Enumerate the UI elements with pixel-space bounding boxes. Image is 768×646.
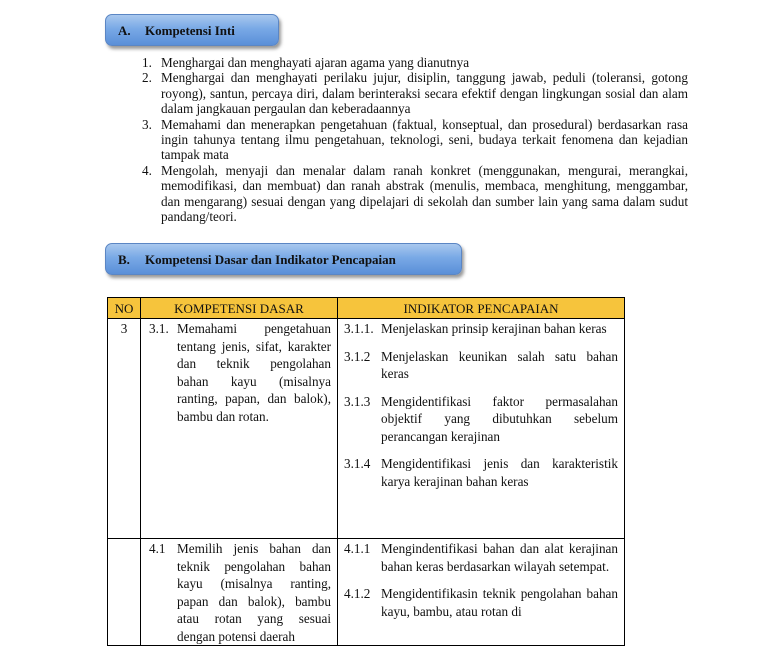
indicator-text: Mengindentifikasi bahan dan alat kerajinan bahan keras berdasarkan wilayah setempat.: [381, 541, 618, 574]
indicator-cell: [338, 319, 625, 539]
indicator-text: Mengidentifikasin teknik pengolahan bahan kayu, bambu, atau rotan di: [381, 586, 618, 619]
section-a-letter: A.: [118, 23, 131, 38]
list-item: [142, 70, 688, 117]
table-row: [108, 539, 625, 646]
list-item-text: Menghargai dan menghayati ajaran agama yang dianutnya: [161, 55, 470, 70]
kd-cell: [141, 539, 338, 646]
kompetensi-dasar-table: [107, 297, 625, 646]
section-b-title: Kompetensi Dasar dan Indikator Pencapaian: [145, 252, 396, 267]
indicator-code: 3.1.1.: [344, 321, 374, 336]
kd-code: 3.1.: [149, 321, 169, 336]
kd-item: [149, 540, 331, 645]
indicator-item: [344, 348, 618, 383]
list-item: [142, 55, 688, 70]
indicator-text: Menjelaskan keunikan salah satu bahan keras: [381, 348, 618, 381]
kompetensi-inti-list: [142, 55, 688, 225]
indicator-code: 3.1.2: [344, 348, 371, 364]
indicator-cell: [338, 539, 625, 646]
indicator-code: 4.1.2: [344, 586, 371, 601]
header-no: NO: [108, 298, 141, 319]
list-item: [142, 116, 688, 163]
indicator-code: 4.1.1: [344, 541, 371, 556]
section-b-letter: B.: [118, 252, 130, 267]
section-a-header: [105, 14, 279, 46]
section-a-title: Kompetensi Inti: [145, 23, 235, 38]
list-item-number: 4.: [142, 162, 152, 178]
indicator-item: [344, 585, 618, 620]
table-header-row: [108, 298, 625, 319]
list-item-number: 2.: [142, 70, 152, 86]
indicator-item: [344, 320, 618, 338]
indicator-code: 3.1.4: [344, 456, 371, 471]
list-item-number: 1.: [142, 55, 152, 70]
indicator-code: 3.1.3: [344, 393, 371, 409]
indicator-item: [344, 393, 618, 446]
table-row: [108, 319, 625, 539]
indicator-item: [344, 455, 618, 490]
kd-cell: [141, 319, 338, 539]
kd-text: Memahami pengetahuan tentang jenis, sifat, karakter dan teknik pengolahan bahan kayu (misalnya ranting, papan, dan balok), bambu dan rotan.: [177, 321, 331, 424]
row-number: 3: [108, 319, 141, 539]
kd-code: 4.1: [149, 541, 166, 556]
indicator-text: Menjelaskan prinsip kerajinan bahan keras: [381, 321, 607, 336]
list-item-text: Menghargai dan menghayati perilaku jujur, disiplin, tanggung jawab, peduli (toleransi, gotong royong), santun, percaya diri, dalam berinteraksi secara efektif dengan lingkungan sosial dan alam dalam jangkauan pergaulan dan keberadaannya: [161, 70, 688, 117]
list-item-text: Memahami dan menerapkan pengetahuan (faktual, konseptual, dan prosedural) berdasarkan rasa ingin tahunya tentang ilmu pengetahuan, teknologi, seni, budaya terkait fenomena dan kejadian tampak mata: [161, 116, 688, 163]
indicator-item: [344, 540, 618, 575]
list-item-number: 3.: [142, 116, 152, 132]
indicator-text: Mengidentifikasi faktor permasalahan objektif yang dibutuhkan sebelum perancangan kerajinan: [381, 393, 618, 444]
header-kompetensi-dasar: KOMPETENSI DASAR: [141, 298, 338, 319]
list-item: [142, 162, 688, 225]
list-item-text: Mengolah, menyaji dan menalar dalam ranah konkret (menggunakan, mengurai, merangkai, memodifikasi, dan membuat) dan ranah abstrak (menulis, membaca, menghitung, menggambar, dan mengarang) sesuai dengan yang dipelajari di sekolah dan sumber lain yang sama dalam sudut pandang/teori.: [161, 162, 688, 225]
row-number: [108, 539, 141, 646]
indicator-text: Mengidentifikasi jenis dan karakteristik karya kerajinan bahan keras: [381, 456, 618, 489]
kd-text: Memilih jenis bahan dan teknik pengolahan bahan kayu (misalnya ranting, papan dan balok), bambu atau rotan yang sesuai dengan potensi daerah: [177, 541, 331, 644]
header-indikator-pencapaian: INDIKATOR PENCAPAIAN: [338, 298, 625, 319]
kd-item: [149, 320, 331, 425]
section-b-header: [105, 243, 462, 275]
